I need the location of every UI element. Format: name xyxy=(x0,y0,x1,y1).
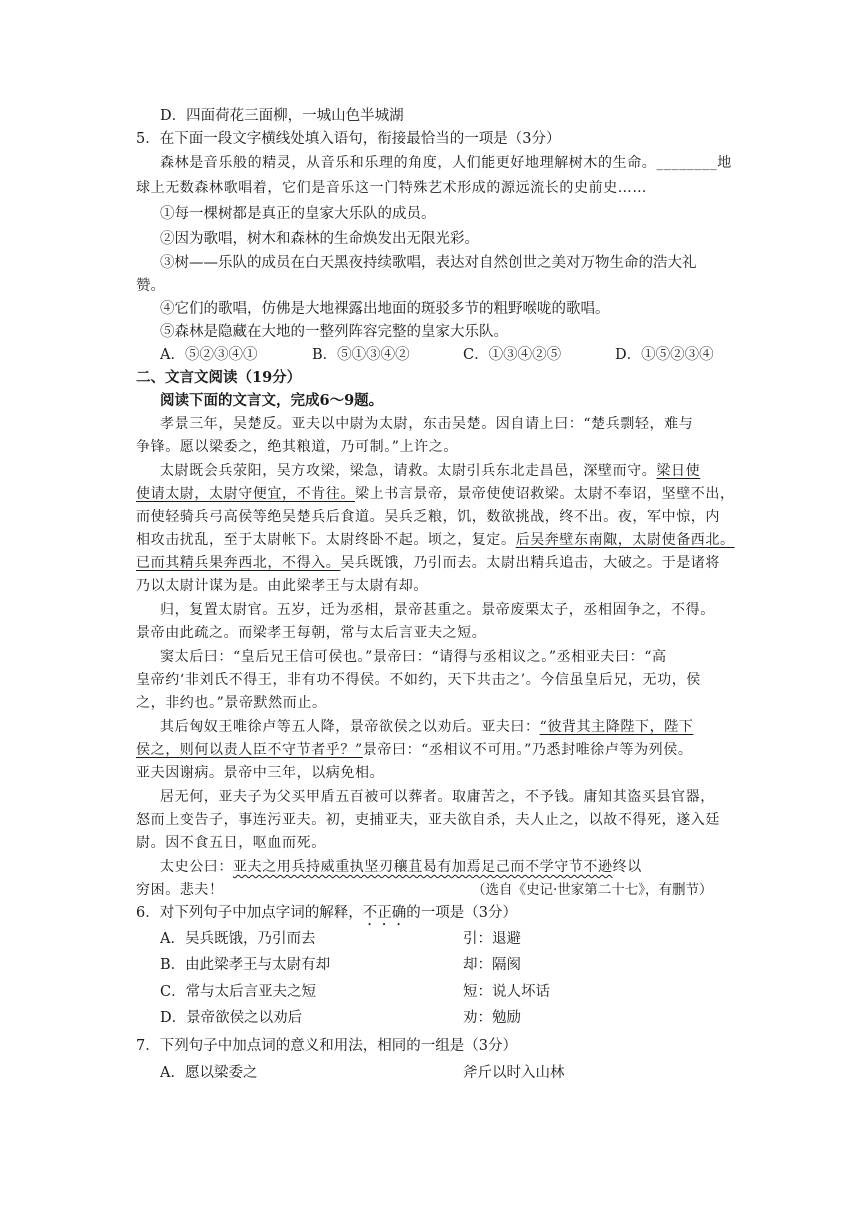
q5-passage-line2: 球上无数森林歌唱着，它们是音乐这一门特殊艺术形成的源远流长的史前史…… xyxy=(136,180,647,196)
q5-passage-line1 xyxy=(160,153,732,173)
passage-line: 居无何，亚夫子为父买甲盾五百被可以葬者。取庸苦之，不予钱。庸知其盗买县官器， xyxy=(160,789,715,805)
q5-option-b: B．⑤①③④② xyxy=(312,347,410,363)
section-title: 二、文言文阅读（19分） xyxy=(136,369,302,386)
q6-stem-negation: 不正确 xyxy=(362,905,407,921)
q4-option-d: D．四面荷花三面柳，一城山色半城湖 xyxy=(160,108,404,124)
q5-sentence-1: ①每一棵树都是真正的皇家大乐队的成员。 xyxy=(160,206,436,222)
passage-line xyxy=(136,530,735,550)
q6-stem-text: 6．对下列句子中加点字词的解释， xyxy=(136,905,363,921)
section-instruction: 阅读下面的文言文，完成6～9题。 xyxy=(160,392,384,409)
underlined-sentence: 使请太尉，太尉守便宜，不肯往。 xyxy=(136,486,355,502)
passage-line: 乃以太尉计谋为是。由此梁孝王与太尉有却。 xyxy=(136,578,428,594)
q6-option-b: B．由此梁孝王与太尉有却 xyxy=(160,957,331,973)
passage-text: 景帝曰：“丞相议不可用。”乃悉封唯徐卢等为列侯。 xyxy=(362,742,693,758)
passage-line xyxy=(136,740,692,760)
underlined-sentence: 侯之，则何以责人臣不守节者乎？” xyxy=(136,742,363,758)
q5-sentence-2: ②因为歌唱，树木和森林的生命焕发出无限光彩。 xyxy=(160,231,479,247)
q6-option-c-gloss: 短：说人坏话 xyxy=(463,984,550,1000)
passage-text: 太史公曰： xyxy=(160,859,233,875)
passage-line: 皇帝约‘非刘氏不得王，非有功不得侯。不如约，天下共击之’。今信虽皇后兄，无功，侯 xyxy=(136,672,701,688)
q5-blank: ________ xyxy=(656,155,718,171)
q7-option-a: A．愿以梁委之 xyxy=(160,1065,258,1081)
passage-text: 太尉既会兵荥阳，吴方攻梁，梁急，请救。太尉引兵东北走昌邑，深壁而守。 xyxy=(160,463,657,479)
wavy-underlined-sentence: 亚夫之用兵持威重执坚刃穰苴曷有加焉足己而不学守节不逊 xyxy=(233,859,613,875)
passage-line: 穷困。悲夫！ xyxy=(136,882,224,898)
q7-option-a-pair: 斧斤以时入山林 xyxy=(463,1065,565,1081)
q6-stem xyxy=(136,903,517,929)
q6-option-d: D．景帝欲侯之以劝后 xyxy=(160,1010,303,1026)
underlined-sentence: 梁日使 xyxy=(656,463,701,479)
underlined-sentence: 已而其精兵果奔西北，不得入。 xyxy=(136,555,341,571)
passage-text: 终以 xyxy=(612,859,642,875)
passage-line: 窦太后曰：“皇后兄王信可侯也。”景帝曰：“请得与丞相议之。”丞相亚夫曰：“高 xyxy=(160,649,667,665)
q6-option-d-gloss: 劝：勉励 xyxy=(463,1010,521,1026)
q6-option-a: A．吴兵既饿，乃引而去 xyxy=(160,931,316,947)
q5-option-a: A．⑤②③④① xyxy=(160,347,258,363)
q5-sentence-5: ⑤森林是隐藏在大地的一整列阵容完整的皇家大乐队。 xyxy=(160,324,508,340)
q5-sentence-4: ④它们的歌唱，仿佛是大地裸露出地面的斑驳多节的粗野喉咙的歌唱。 xyxy=(160,301,610,317)
passage-line: 亚夫因谢病。景帝中三年，以病免相。 xyxy=(136,765,385,781)
passage-line: 而使轻骑兵弓高侯等绝吴楚兵后食道。吴兵乏粮，饥，数欲挑战，终不出。夜，军中惊，内 xyxy=(136,509,720,525)
passage-line xyxy=(136,484,735,504)
passage-line: 景帝由此疏之。而梁孝王每朝，常与太后言亚夫之短。 xyxy=(136,625,487,641)
underlined-sentence: “彼背其主降陛下，陛下 xyxy=(539,719,694,735)
passage-line xyxy=(136,553,720,573)
q6-option-b-gloss: 却：隔阂 xyxy=(463,957,521,973)
passage-line: 争锋。愿以梁委之，绝其粮道，乃可制。”上许之。 xyxy=(136,439,458,455)
q6-option-a-gloss: 引：退避 xyxy=(463,931,521,947)
q5-sentence-3-cont: 赞。 xyxy=(136,278,165,294)
passage-line xyxy=(160,717,693,737)
q5-option-d: D．①⑤②③④ xyxy=(615,347,714,363)
q6-stem-text: 的一项是（3分） xyxy=(406,905,517,921)
underlined-sentence: 后吴奔壁东南陬，太尉使备西北。 xyxy=(515,532,735,548)
passage-text: 相攻击扰乱，至于太尉帐下。太尉终卧不起。顷之，复定。 xyxy=(136,532,516,548)
passage-line xyxy=(160,857,642,877)
q5-option-c: C．①③④②⑤ xyxy=(463,347,562,363)
passage-text: 其后匈奴王唯徐卢等五人降，景帝欲侯之以劝后。亚夫曰： xyxy=(160,719,540,735)
passage-line: 尉。因不食五日，呕血而死。 xyxy=(136,835,326,851)
q5-stem: 5．在下面一段文字横线处填入语句，衔接最恰当的一项是（3分） xyxy=(136,131,561,147)
q5-sentence-3: ③树——乐队的成员在白天黑夜持续歌唱，表达对自然创世之美对万物生命的浩大礼 xyxy=(160,255,697,271)
passage-line: 怒而上变告子，事连污亚夫。初，吏捕亚夫，亚夫欲自杀，夫人止之，以故不得死，遂入廷 xyxy=(136,812,720,828)
passage-text: 吴兵既饿，乃引而去。太尉出精兵追击，大破之。于是诸将 xyxy=(340,555,721,571)
q5-passage-text: 森林是音乐般的精灵，从音乐和乐理的角度，人们能更好地理解树木的生命。 xyxy=(160,155,657,171)
passage-line: 孝景三年，吴楚反。亚夫以中尉为太尉，东击吴楚。因自请上曰：“楚兵剽轻，难与 xyxy=(160,416,694,432)
q5-passage-end: 地 xyxy=(717,155,732,171)
q7-stem: 7．下列句子中加点词的意义和用法，相同的一组是（3分） xyxy=(136,1038,517,1054)
passage-line: 之，非约也。”景帝默然而止。 xyxy=(136,695,327,711)
passage-text: 梁上书言景帝，景帝使使诏救梁。太尉不奉诏，坚壁不出， xyxy=(355,486,735,502)
passage-line xyxy=(160,461,700,481)
q6-option-c: C．常与太后言亚夫之短 xyxy=(160,984,317,1000)
passage-source: （选自《史记·世家第二十七》，有删节） xyxy=(472,882,713,898)
passage-line: 归，复置太尉官。五岁，迁为丞相，景帝甚重之。景帝废栗太子，丞相固争之，不得。 xyxy=(160,602,715,618)
